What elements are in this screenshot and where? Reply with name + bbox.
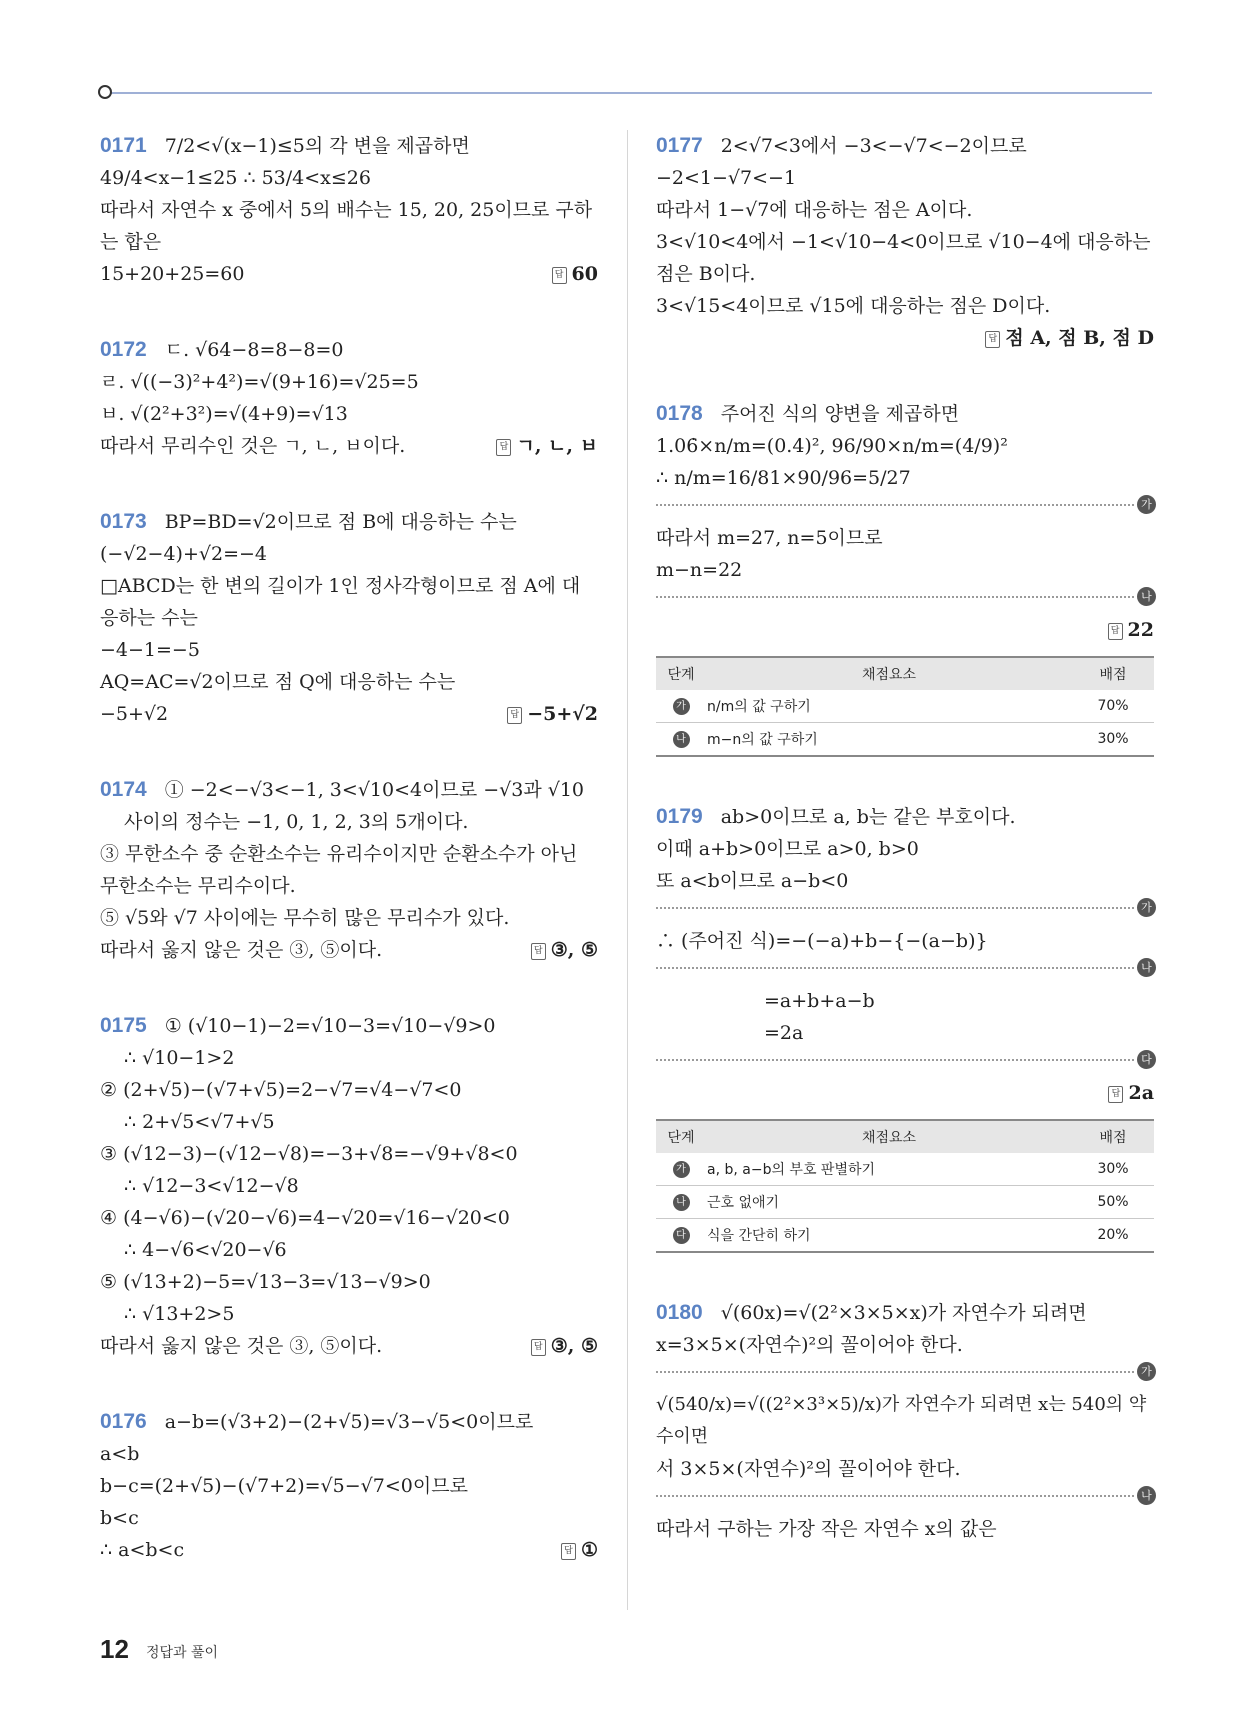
solution-line: ㄷ. √64−8=8−8=0 <box>164 339 344 361</box>
table-header: 채점요소 <box>706 1120 1072 1153</box>
problem-0176 <box>100 1406 598 1566</box>
solution-line: 1.06̇×n/m=(0.4̇)², 96/90×n/m=(4/9)² <box>656 435 1008 457</box>
solution-line: ∴ 2+√5<√7+√5 <box>124 1111 275 1133</box>
table-cell: a, b, a−b의 부호 판별하기 <box>706 1153 1072 1186</box>
step-mark: 나 <box>1137 1486 1156 1505</box>
table-row <box>656 1153 1154 1186</box>
step-divider <box>656 1053 1152 1066</box>
answer: 답 ㄱ, ㄴ, ㅂ <box>496 430 598 462</box>
left-column <box>100 130 598 1610</box>
problem-number: 0177 <box>656 134 703 157</box>
step-divider <box>656 901 1152 914</box>
problem-0177 <box>656 130 1154 354</box>
table-cell: 20% <box>1072 1219 1154 1253</box>
solution-line: √(540/x)=√((2²×3³×5)/x)가 자연수가 되려면 x는 540의 약수이면 <box>656 1394 1147 1447</box>
table-row <box>656 690 1154 723</box>
solution-line: □ABCD는 한 변의 길이가 1인 정사각형이므로 점 A에 대응하는 수는 <box>100 575 581 629</box>
solution-line: 따라서 옳지 않은 것은 ③, ⑤이다. <box>100 1335 383 1357</box>
table-cell: n/m의 값 구하기 <box>706 690 1072 723</box>
solution-line: −2<1−√7<−1 <box>656 167 797 189</box>
table-header: 채점요소 <box>706 657 1072 690</box>
solution-line: AQ=AC=√2이므로 점 Q에 대응하는 수는 <box>100 671 456 693</box>
answer: 답 22 <box>1108 619 1154 641</box>
step-divider <box>656 1365 1152 1378</box>
solution-line: 따라서 구하는 가장 작은 자연수 x의 값은 <box>656 1518 997 1540</box>
answer-icon: 답 <box>531 1339 546 1356</box>
step-mark: 가 <box>673 1161 690 1178</box>
table-header: 단계 <box>656 657 706 690</box>
problem-0175 <box>100 1010 598 1362</box>
solution-line: 49/4<x−1≤25 ∴ 53/4<x≤26 <box>100 167 371 189</box>
solution-line: −5+√2 <box>100 703 169 725</box>
solution-line: =a+b+a−b <box>764 990 875 1012</box>
problem-0173 <box>100 506 598 730</box>
table-cell: 50% <box>1072 1186 1154 1219</box>
right-column <box>656 130 1154 1545</box>
answer-icon: 답 <box>1108 623 1123 640</box>
solution-line: (−√2−4)+√2=−4 <box>100 543 267 565</box>
solution-line: ③ 무한소수 중 순환소수는 유리수이지만 순환소수가 아닌 무한소수는 무리수이다. <box>100 843 578 897</box>
solution-line: 점은 B이다. <box>656 263 756 285</box>
solution-line: 이때 a+b>0이므로 a>0, b>0 <box>656 838 919 860</box>
answer: 답 ③, ⑤ <box>531 1330 598 1362</box>
answer-icon: 답 <box>1108 1086 1123 1103</box>
table-header-row <box>656 1120 1154 1153</box>
table-cell: m−n의 값 구하기 <box>706 723 1072 757</box>
problem-number: 0176 <box>100 1410 147 1433</box>
table-header: 단계 <box>656 1120 706 1153</box>
solution-line: 주어진 식의 양변을 제곱하면 <box>720 403 960 425</box>
solution-line: ab>0이므로 a, b는 같은 부호이다. <box>720 806 1016 828</box>
problem-0180 <box>656 1297 1154 1545</box>
solution-line: ③ (√12−3)−(√12−√8)=−3+√8=−√9+√8<0 <box>100 1143 518 1165</box>
solution-line: 따라서 1−√7에 대응하는 점은 A이다. <box>656 199 973 221</box>
answer: 답 2a <box>1108 1082 1154 1104</box>
step-mark: 나 <box>673 1194 690 1211</box>
step-mark: 가 <box>1137 1362 1156 1381</box>
solution-line: 또 a<b이므로 a−b<0 <box>656 870 849 892</box>
solution-line: √(60x)=√(2²×3×5×x)가 자연수가 되려면 <box>720 1302 1087 1324</box>
table-header: 배점 <box>1072 1120 1154 1153</box>
solution-line: ∴ 4−√6<√20−√6 <box>124 1239 287 1261</box>
problem-0174 <box>100 774 598 966</box>
step-divider <box>656 1489 1152 1502</box>
solution-line: 2<√7<3에서 −3<−√7<−2이므로 <box>720 135 1027 157</box>
problem-number: 0180 <box>656 1301 703 1324</box>
problem-number: 0175 <box>100 1014 147 1037</box>
problem-0178 <box>656 398 1154 757</box>
solution-line: 7/2<√(x−1)≤5의 각 변을 제곱하면 <box>164 135 470 157</box>
step-mark: 다 <box>1137 1050 1156 1069</box>
solution-line: 사이의 정수는 −1, 0, 1, 2, 3의 5개이다. <box>124 811 469 833</box>
solution-line: a−b=(√3+2)−(2+√5)=√3−√5<0이므로 <box>164 1411 534 1433</box>
problem-number: 0178 <box>656 402 703 425</box>
step-mark: 가 <box>1137 898 1156 917</box>
table-cell: 식을 간단히 하기 <box>706 1219 1072 1253</box>
problem-0179 <box>656 801 1154 1253</box>
step-divider <box>656 498 1152 511</box>
solution-line: ∴ √10−1>2 <box>124 1047 235 1069</box>
top-rule <box>100 92 1152 94</box>
table-cell: 근호 없애기 <box>706 1186 1072 1219</box>
table-cell: 30% <box>1072 723 1154 757</box>
answer-icon: 답 <box>552 267 567 284</box>
answer-icon: 답 <box>985 331 1000 348</box>
step-mark: 가 <box>673 698 690 715</box>
solution-line: b<c <box>100 1507 139 1529</box>
solution-line: ㄹ. √((−3)²+4²)=√(9+16)=√25=5 <box>100 371 419 393</box>
problem-number: 0172 <box>100 338 147 361</box>
solution-line: ① (√10−1)−2=√10−3=√10−√9>0 <box>164 1015 496 1037</box>
solution-line: 3<√15<4이므로 √15에 대응하는 점은 D이다. <box>656 295 1051 317</box>
solution-line: ② (2+√5)−(√7+√5)=2−√7=√4−√7<0 <box>100 1079 462 1101</box>
problem-number: 0174 <box>100 778 147 801</box>
solution-line: 따라서 무리수인 것은 ㄱ, ㄴ, ㅂ이다. <box>100 435 406 457</box>
table-row <box>656 723 1154 757</box>
step-mark: 가 <box>1137 495 1156 514</box>
answer-icon: 답 <box>531 943 546 960</box>
solution-line: ∴ a<b<c <box>100 1539 185 1561</box>
answer: 답 점 A, 점 B, 점 D <box>985 327 1154 349</box>
problem-0172 <box>100 334 598 462</box>
scoring-table <box>656 1119 1154 1253</box>
table-header: 배점 <box>1072 657 1154 690</box>
step-mark: 나 <box>1137 587 1156 606</box>
solution-line: 따라서 자연수 x 중에서 5의 배수는 15, 20, 25이므로 구하는 합은 <box>100 199 593 253</box>
solution-line: ∴ √12−3<√12−√8 <box>124 1175 299 1197</box>
top-rule-dot <box>98 85 112 99</box>
solution-line: ⑤ (√13+2)−5=√13−3=√13−√9>0 <box>100 1271 431 1293</box>
step-mark: 다 <box>673 1227 690 1244</box>
solution-line: −4−1=−5 <box>100 639 200 661</box>
footer-label: 정답과 풀이 <box>146 1645 219 1661</box>
scoring-table <box>656 656 1154 757</box>
solution-line: x=3×5×(자연수)²의 꼴이어야 한다. <box>656 1334 963 1356</box>
answer: 답 −5+√2 <box>507 698 598 730</box>
table-cell: 70% <box>1072 690 1154 723</box>
problem-number: 0179 <box>656 805 703 828</box>
page-number: 12 <box>100 1634 129 1664</box>
solution-line: 따라서 옳지 않은 것은 ③, ⑤이다. <box>100 939 383 961</box>
problem-0171 <box>100 130 598 290</box>
step-mark: 나 <box>673 731 690 748</box>
table-row <box>656 1186 1154 1219</box>
solution-line: ∴ √13+2>5 <box>124 1303 235 1325</box>
solution-line: ∴ n/m=16/81×90/96=5/27 <box>656 467 911 489</box>
problem-number: 0173 <box>100 510 147 533</box>
solution-line: ∴ (주어진 식)=−(−a)+b−{−(a−b)} <box>656 930 988 952</box>
solution-line: b−c=(2+√5)−(√7+2)=√5−√7<0이므로 <box>100 1475 468 1497</box>
solution-line: ④ (4−√6)−(√20−√6)=4−√20=√16−√20<0 <box>100 1207 510 1229</box>
solution-line: a<b <box>100 1443 140 1465</box>
answer-icon: 답 <box>561 1543 576 1560</box>
answer: 답 ① <box>561 1534 598 1566</box>
column-divider <box>627 130 628 1610</box>
solution-line: ㅂ. √(2²+3²)=√(4+9)=√13 <box>100 403 348 425</box>
solution-line: ⑤ √5와 √7 사이에는 무수히 많은 무리수가 있다. <box>100 907 510 929</box>
solution-line: BP=BD=√2이므로 점 B에 대응하는 수는 <box>164 511 517 533</box>
step-divider <box>656 961 1152 974</box>
solution-line: =2a <box>764 1022 804 1044</box>
table-cell: 30% <box>1072 1153 1154 1186</box>
solution-line: 따라서 m=27, n=5이므로 <box>656 527 883 549</box>
solution-line: 3<√10<4에서 −1<√10−4<0이므로 √10−4에 대응하는 <box>656 231 1151 253</box>
answer-icon: 답 <box>507 707 522 724</box>
answer: 답 ③, ⑤ <box>531 934 598 966</box>
solution-line: 15+20+25=60 <box>100 263 245 285</box>
step-divider <box>656 590 1152 603</box>
step-mark: 나 <box>1137 958 1156 977</box>
solution-line: m−n=22 <box>656 559 743 581</box>
answer-icon: 답 <box>496 439 511 456</box>
answer: 답 60 <box>552 258 598 290</box>
solution-line: 서 3×5×(자연수)²의 꼴이어야 한다. <box>656 1458 961 1480</box>
solution-line: ① −2<−√3<−1, 3<√10<4이므로 −√3과 √10 <box>164 779 585 801</box>
problem-number: 0171 <box>100 134 147 157</box>
table-row <box>656 1219 1154 1253</box>
table-header-row <box>656 657 1154 690</box>
